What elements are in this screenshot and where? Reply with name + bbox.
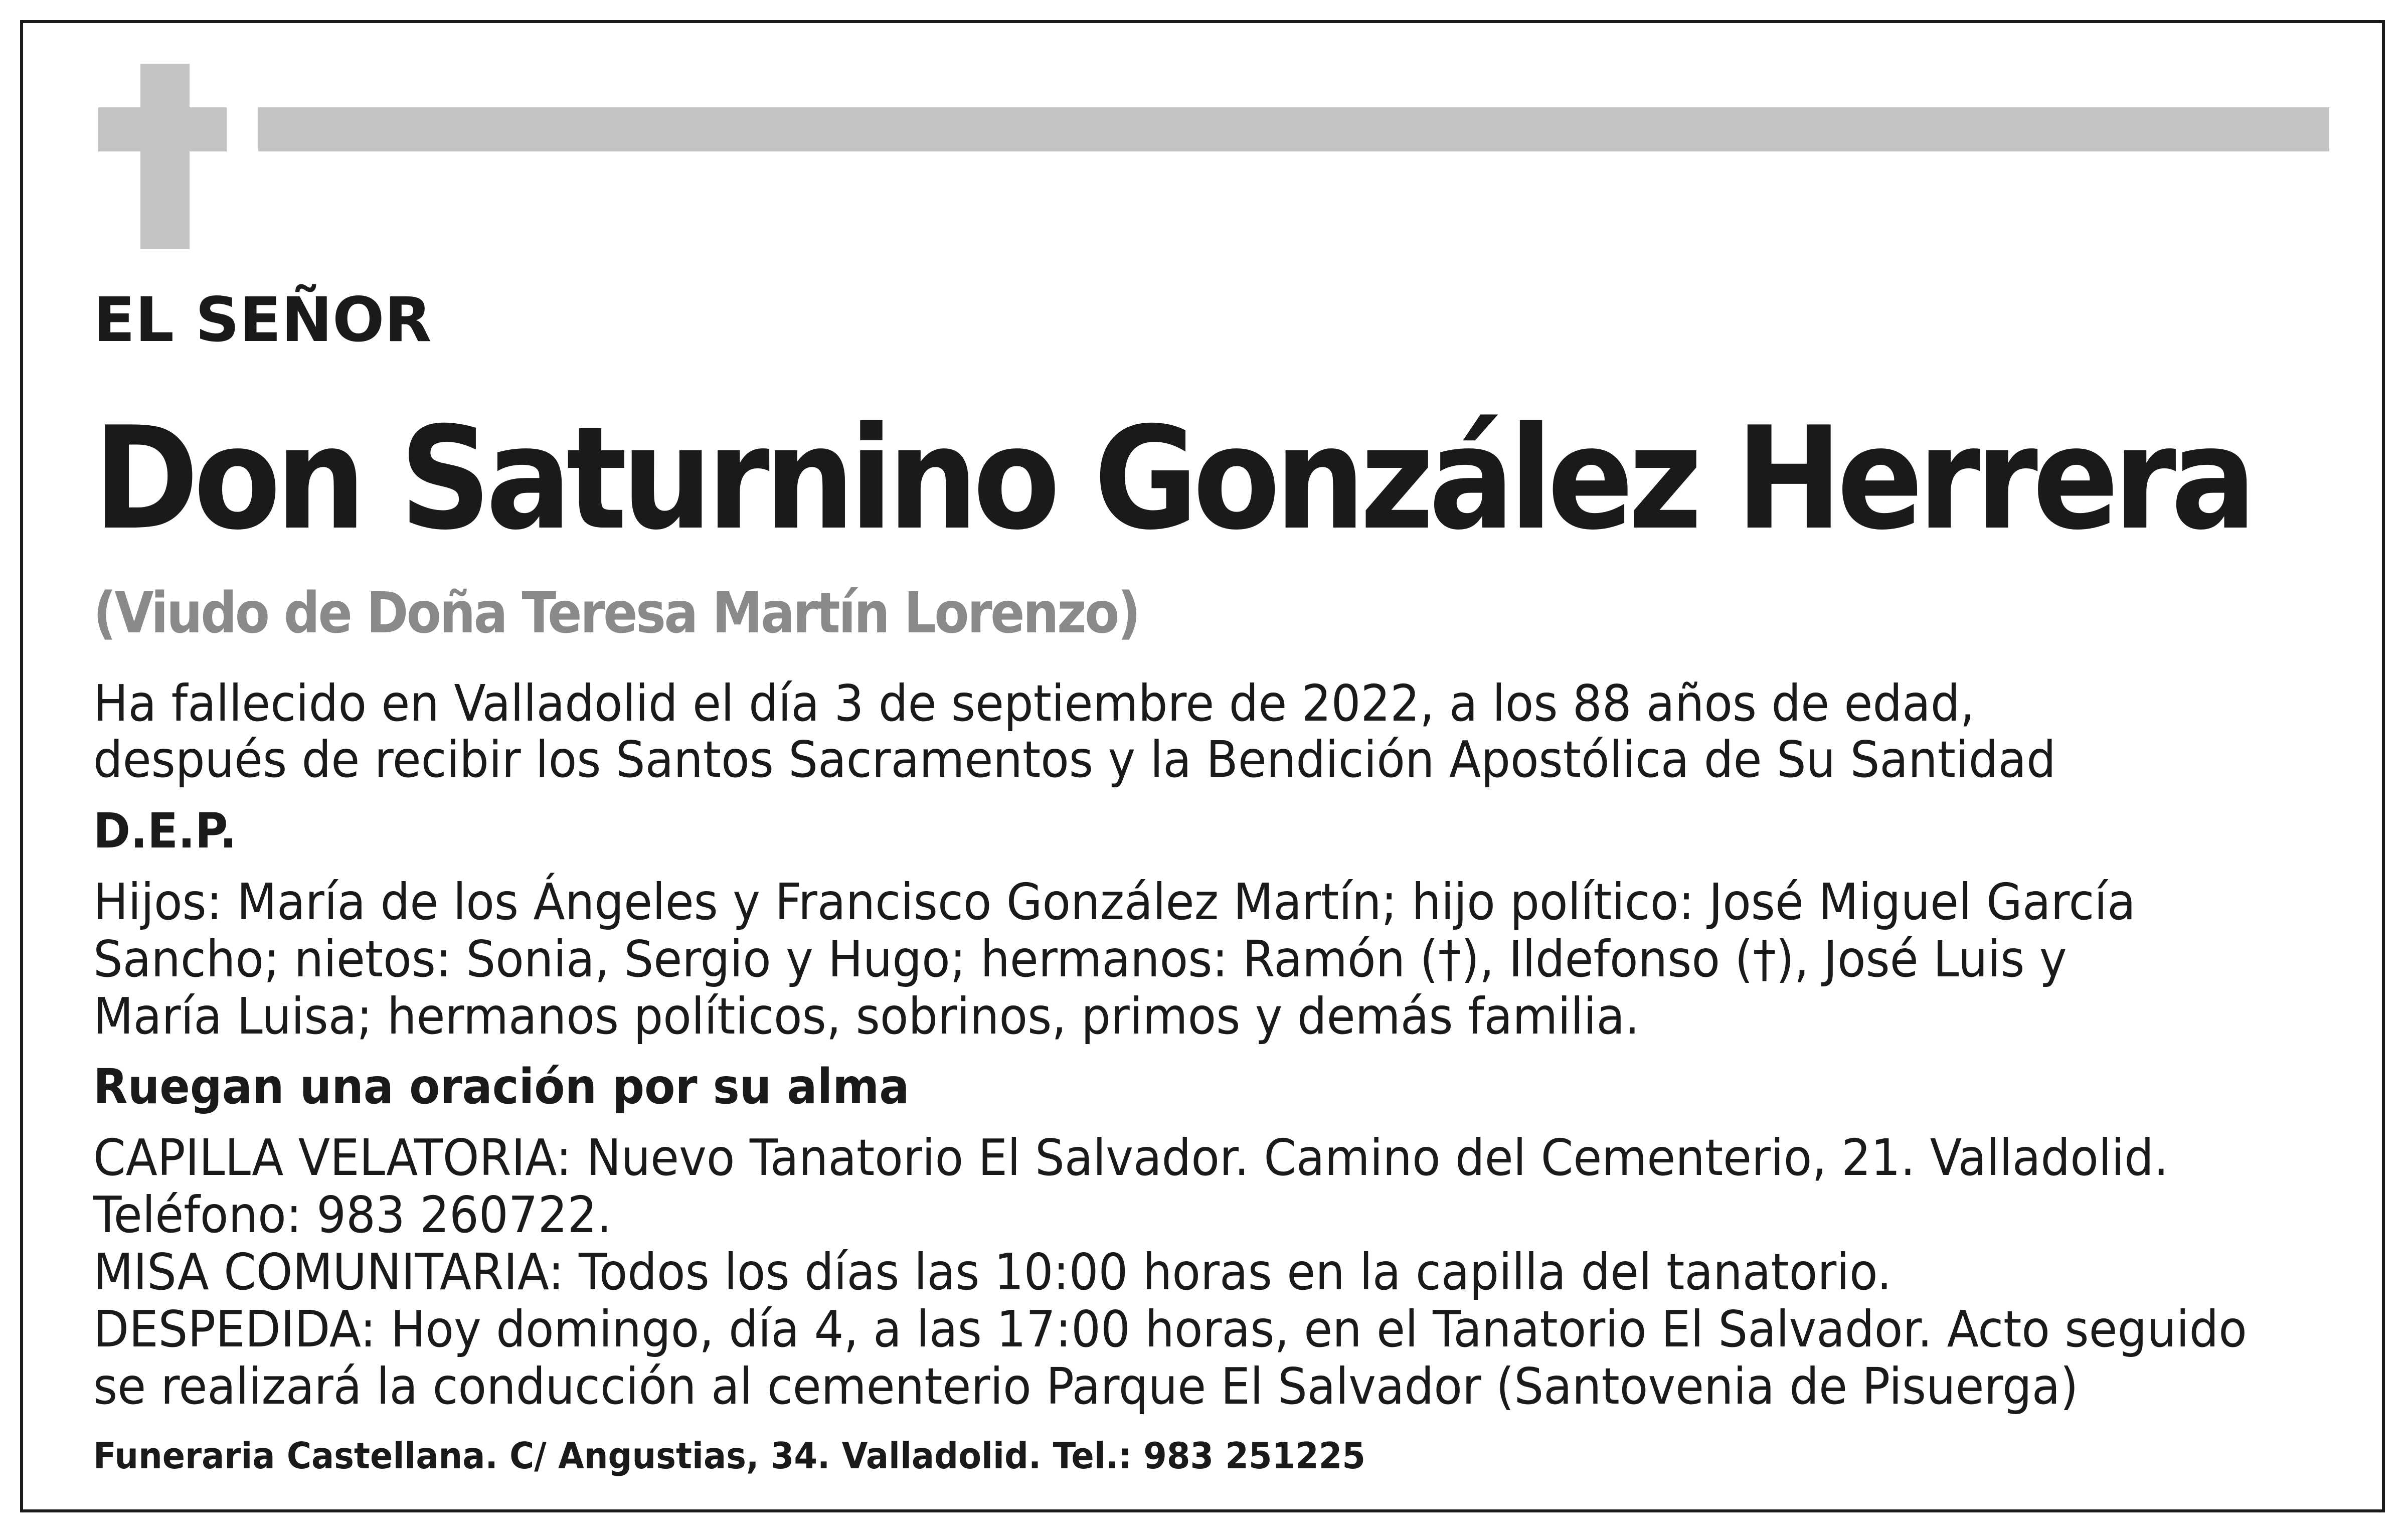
- header-rule: [258, 107, 2329, 151]
- cross-icon-arm: [98, 107, 227, 151]
- details-line-2: Teléfono: 983 260722.: [93, 1185, 612, 1244]
- widow-note: (Viudo de Doña Teresa Martín Lorenzo): [93, 581, 1139, 646]
- funeral-home-footer: Funeraria Castellana. C/ Angustias, 34. Valladolid. Tel.: 983 251225: [93, 1435, 1365, 1477]
- dep-heading: D.E.P.: [93, 803, 237, 859]
- death-notice-line-1: Ha fallecido en Valladolid el día 3 de septiembre de 2022, a los 88 años de edad,: [93, 674, 1975, 733]
- details-line-1: CAPILLA VELATORIA: Nuevo Tanatorio El Salvador. Camino del Cementerio, 21. Valladolid.: [93, 1128, 2169, 1187]
- family-line-3: María Luisa; hermanos políticos, sobrinos, primos y demás familia.: [93, 987, 1640, 1046]
- family-line-2: Sancho; nietos: Sonia, Sergio y Hugo; hermanos: Ramón (†), Ildefonso (†), José Luis y: [93, 930, 2067, 988]
- cross-icon: [140, 64, 190, 249]
- death-notice-line-2: después de recibir los Santos Sacramentos y la Bendición Apostólica de Su Santidad: [93, 730, 2056, 789]
- details-line-3: MISA COMUNITARIA: Todos los días las 10:00 horas en la capilla del tanatorio.: [93, 1243, 1892, 1301]
- details-line-4: DESPEDIDA: Hoy domingo, día 4, a las 17:00 horas, en el Tanatorio El Salvador. Acto seguido: [93, 1300, 2247, 1358]
- family-line-1: Hijos: María de los Ángeles y Francisco González Martín; hijo político: José Miguel García: [93, 873, 2136, 931]
- title-prefix: EL SEÑOR: [93, 284, 432, 356]
- deceased-name: Don Saturnino González Herrera: [93, 396, 2252, 561]
- prayer-request-heading: Ruegan una oración por su alma: [93, 1059, 910, 1115]
- details-line-5: se realizará la conducción al cementerio Parque El Salvador (Santovenia de Pisuerga): [93, 1357, 2079, 1416]
